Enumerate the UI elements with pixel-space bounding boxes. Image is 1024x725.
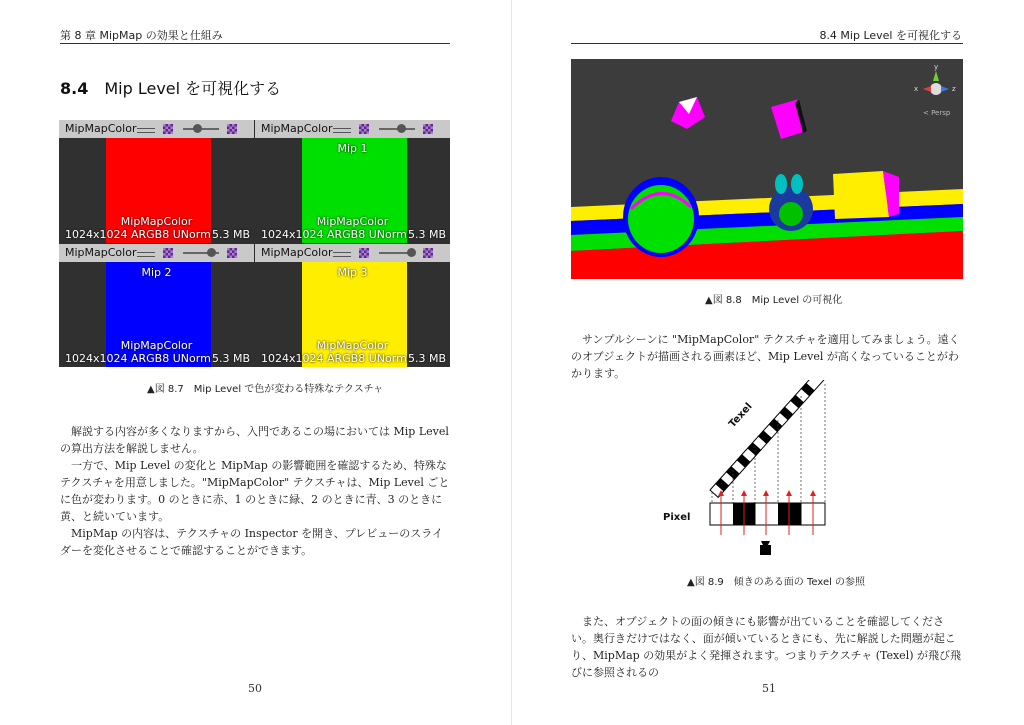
header-rule: [571, 43, 963, 44]
page-number: 50: [248, 682, 262, 695]
texture-preview-mip2: [59, 244, 254, 367]
texture-info: 1024x1024 ARGB8 UNorm: [65, 228, 211, 241]
mip-slider-knob[interactable]: [407, 248, 416, 257]
gizmo-x-label: x: [914, 85, 919, 93]
texture-size: 5.3 MB: [407, 228, 446, 241]
texture-size: 5.3 MB: [211, 228, 250, 241]
texture-info: 1024x1024 ARGB8 UNorm: [65, 352, 211, 365]
scene-view-figure: [571, 59, 963, 279]
bunny-body: [779, 202, 803, 226]
mip-slider-knob[interactable]: [207, 248, 216, 257]
figure-caption-8-9: ▲図 8.9 傾きのある面の Texel の参照: [687, 577, 866, 588]
pixel-label: Pixel: [663, 512, 691, 523]
paragraph: 解説する内容が多くなりますから、入門であるこの場においては Mip Level の算出方法を解説しません。: [60, 425, 449, 455]
texel-sampling-diagram: [655, 380, 835, 560]
texture-name: MipMapColor: [120, 339, 193, 352]
axis-gizmo-icon[interactable]: [930, 83, 942, 95]
sphere-inner: [628, 185, 694, 253]
mip-slider-knob[interactable]: [397, 124, 406, 133]
texture-size: 5.3 MB: [211, 352, 250, 365]
texture-preview-grid: [59, 120, 450, 367]
mip-icon[interactable]: [227, 248, 237, 258]
figure-caption-8-8: ▲図 8.8 Mip Level の可視化: [705, 295, 843, 306]
texture-preview-mip0: [59, 120, 254, 243]
menu-icon[interactable]: [333, 128, 351, 133]
body-text: [571, 613, 963, 681]
mip-icon[interactable]: [423, 248, 433, 258]
persp-label[interactable]: < Persp: [923, 109, 951, 117]
mip-label: Mip 2: [141, 266, 172, 279]
body-text: [60, 423, 452, 559]
preview-title: MipMapColor: [65, 246, 137, 259]
cube-object: [833, 171, 889, 219]
texel-label: Texel: [727, 401, 755, 431]
section-title-text: Mip Level を可視化する: [104, 79, 282, 98]
texture-name: MipMapColor: [316, 339, 389, 352]
preview-toolbar: [59, 120, 254, 138]
texture-size: 5.3 MB: [407, 352, 446, 365]
bunny-ear: [775, 174, 787, 194]
mip-icon[interactable]: [423, 124, 433, 134]
texture-name: MipMapColor: [120, 215, 193, 228]
mip-label: Mip 3: [337, 266, 368, 279]
texture-name: MipMapColor: [316, 215, 389, 228]
alpha-icon[interactable]: [359, 248, 369, 258]
section-number: 8.4: [60, 79, 89, 98]
mip-icon[interactable]: [227, 124, 237, 134]
preview-title: MipMapColor: [261, 122, 333, 135]
figure-caption-8-7: ▲図 8.7 Mip Level で色が変わる特殊なテクスチャ: [147, 384, 384, 395]
camera-lens: [761, 541, 770, 545]
paragraph: 一方で、Mip Level の変化と MipMap の影響範囲を確認するため、特殊なテクスチャを用意しました。"MipMapColor" テクスチャは、Mip Level ごとに色が変わります。0 のときに赤、1 のときに緑、2 のときに青、3 のときに黄、と続いています。: [60, 459, 450, 523]
texture-preview-mip3: [255, 244, 450, 367]
mip-label: Mip 1: [337, 142, 368, 155]
preview-title: MipMapColor: [65, 122, 137, 135]
paragraph: MipMap の内容は、テクスチャの Inspector を開き、プレビューのスライダーを変化させることで確認することができます。: [60, 527, 443, 557]
paragraph: また、オブジェクトの面の傾きにも影響が出ていることを確認してください。奥行きだけではなく、面が傾いているときにも、先に解説した問題が起こり、MipMap の効果がよく発揮されます。つまりテクスチャ (Texel) が飛び飛びに参照されるの: [571, 615, 962, 679]
gizmo-z-label: z: [952, 85, 956, 93]
menu-icon[interactable]: [333, 252, 351, 257]
preview-title: MipMapColor: [261, 246, 333, 259]
texture-preview-mip1: [255, 120, 450, 243]
section-title: [60, 76, 281, 99]
preview-toolbar: [255, 120, 450, 138]
pixel-row: [710, 503, 825, 525]
texture-info: 1024x1024 ARGB8 UNorm: [261, 352, 407, 365]
body-text: [571, 331, 963, 382]
preview-toolbar: [255, 244, 450, 262]
section-header: 8.4 Mip Level を可視化する: [819, 29, 962, 42]
chapter-header: 第 8 章 MipMap の効果と仕組み: [60, 29, 223, 42]
mip-slider-knob[interactable]: [193, 124, 202, 133]
alpha-icon[interactable]: [163, 124, 173, 134]
bunny-ear: [791, 174, 803, 194]
header-rule: [60, 43, 450, 44]
menu-icon[interactable]: [137, 252, 155, 257]
texture-info: 1024x1024 ARGB8 UNorm: [261, 228, 407, 241]
page-number: 51: [762, 682, 776, 695]
camera-icon: [760, 545, 771, 555]
preview-toolbar: [59, 244, 254, 262]
gizmo-y-label: y: [934, 63, 939, 71]
alpha-icon[interactable]: [163, 248, 173, 258]
menu-icon[interactable]: [137, 128, 155, 133]
alpha-icon[interactable]: [359, 124, 369, 134]
texel-strip: [710, 380, 825, 497]
paragraph: サンプルシーンに "MipMapColor" テクスチャを適用してみましょう。遠くのオブジェクトが描画される画素ほど、Mip Level が高くなっていることがわかります。: [571, 333, 960, 380]
